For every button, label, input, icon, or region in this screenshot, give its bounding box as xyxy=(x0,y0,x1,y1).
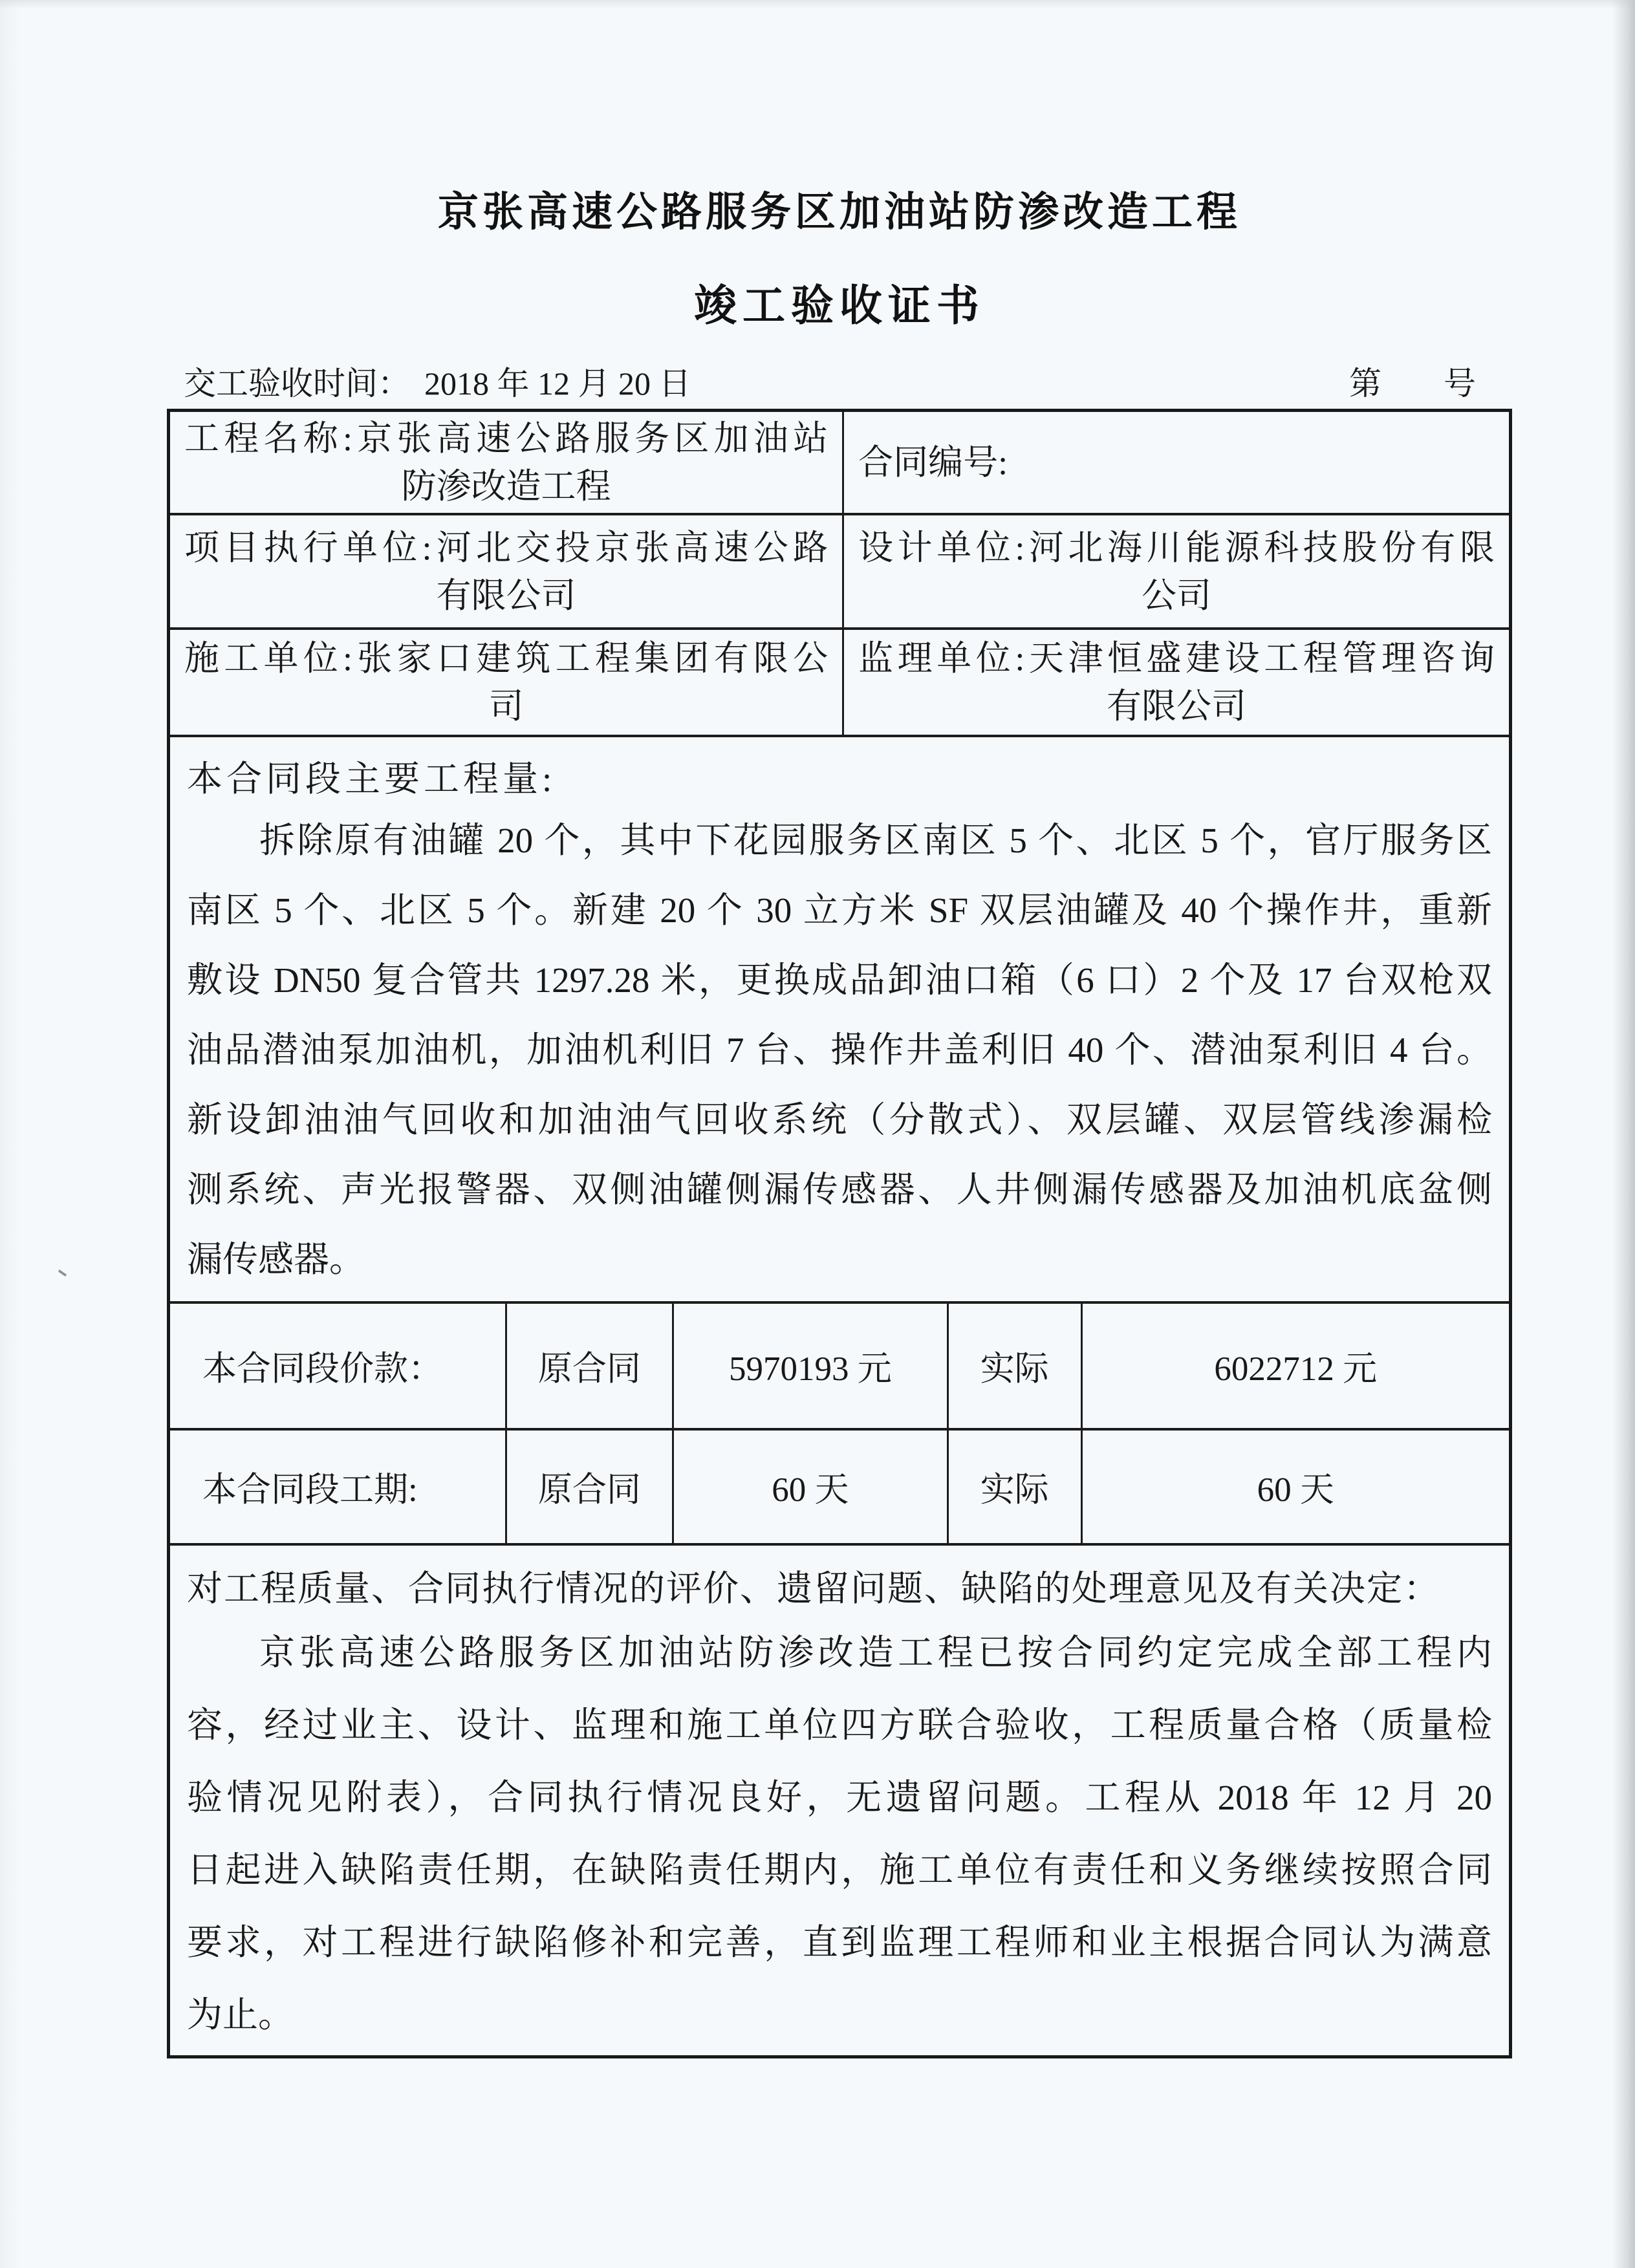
cell-project-name xyxy=(170,412,842,513)
row-contract-price xyxy=(170,1304,1509,1431)
duration-original-label: 原合同 xyxy=(505,1431,673,1543)
contractor-line1: 施工单位:张家口建筑工程集团有限公 xyxy=(184,639,828,678)
cell-contract-number xyxy=(842,412,1509,513)
handover-time-value: 2018 年 12 月 20 日 xyxy=(424,365,691,402)
handover-time-label: 交工验收时间： xyxy=(184,365,410,402)
quantities-line: 拆除原有油罐 20 个，其中下花园服务区南区 5 个、北区 5 个，官厅服务区 xyxy=(259,821,1492,860)
cell-contractor xyxy=(170,630,842,735)
contractor-line2: 司 xyxy=(488,687,524,726)
quantities-line: 测系统、声光报警器、双侧油罐侧漏传感器、人井侧漏传感器及加油机底盆侧 xyxy=(187,1170,1492,1209)
designer-line1: 设计单位:河北海川能源科技股份有限 xyxy=(858,528,1495,567)
document-title-line2: 竣工验收证书 xyxy=(694,281,985,329)
row-contractor-supervisor xyxy=(170,630,1509,737)
duration-actual-label: 实际 xyxy=(947,1431,1081,1543)
price-original-value: 5970193 元 xyxy=(672,1304,946,1428)
cell-supervisor xyxy=(842,630,1509,735)
row-executor-designer xyxy=(170,515,1509,630)
price-original-label: 原合同 xyxy=(505,1304,673,1428)
handover-time xyxy=(167,362,691,405)
quantities-line: 南区 5 个、北区 5 个。新建 20 个 30 立方米 SF 双层油罐及 40 个操作井，重新 xyxy=(187,891,1492,930)
quantities-line: 油品潜油泵加油机，加油机利旧 7 台、操作井盖利旧 40 个、潜油泵利旧 4 台。 xyxy=(187,1030,1492,1070)
row-contract-duration xyxy=(170,1431,1509,1546)
cell-designer xyxy=(842,515,1509,627)
row-project-name xyxy=(170,412,1509,515)
project-name-line1: 工程名称:京张高速公路服务区加油站 xyxy=(184,419,828,458)
quantities-line: 敷设 DN50 复合管共 1297.28 米，更换成品卸油口箱（6 口）2 个及 17 台双枪双 xyxy=(187,960,1492,1000)
document-number-suffix: 号 xyxy=(1444,365,1476,402)
quantities-line: 漏传感器。 xyxy=(187,1240,365,1279)
duration-label: 本合同段工期: xyxy=(202,1471,418,1509)
quantities-line: 新设卸油油气回收和加油油气回收系统（分散式）、双层罐、双层管线渗漏检 xyxy=(187,1100,1492,1139)
section-main-quantities xyxy=(170,737,1509,1304)
price-label: 本合同段价款： xyxy=(202,1350,442,1388)
supervisor-line1: 监理单位:天津恒盛建设工程管理咨询 xyxy=(858,639,1495,678)
supervisor-line2: 有限公司 xyxy=(1107,687,1247,726)
executor-line2: 有限公司 xyxy=(436,576,576,615)
scan-artifact-mark xyxy=(58,1261,73,1277)
document-content xyxy=(167,0,1512,2058)
evaluation-heading: 对工程质量、合同执行情况的评价、遗留问题、缺陷的处理意见及有关决定： xyxy=(187,1569,1441,1608)
handover-header-row xyxy=(167,358,1512,405)
evaluation-line: 日起进入缺陷责任期，在缺陷责任期内，施工单位有责任和义务继续按照合同 xyxy=(187,1850,1492,1890)
evaluation-line: 京张高速公路服务区加油站防渗改造工程已按合同约定完成全部工程内 xyxy=(259,1633,1492,1672)
section-evaluation xyxy=(170,1546,1509,2055)
project-name-line2: 防渗改造工程 xyxy=(401,467,611,506)
duration-actual-value: 60 天 xyxy=(1081,1431,1509,1543)
duration-original-value: 60 天 xyxy=(672,1431,946,1543)
evaluation-line: 容，经过业主、设计、监理和施工单位四方联合验收，工程质量合格（质量检 xyxy=(187,1705,1492,1745)
document-title-line1: 京张高速公路服务区加油站防渗改造工程 xyxy=(438,189,1241,235)
quantities-heading: 本合同段主要工程量: xyxy=(187,759,556,799)
evaluation-line: 要求，对工程进行缺陷修补和完善，直到监理工程师和业主根据合同认为满意 xyxy=(187,1923,1492,1962)
price-actual-value: 6022712 元 xyxy=(1081,1304,1509,1428)
price-actual-label: 实际 xyxy=(947,1304,1081,1428)
document-number xyxy=(1349,362,1512,405)
executor-line1: 项目执行单位:河北交投京张高速公路 xyxy=(184,528,828,567)
designer-line2: 公司 xyxy=(1142,576,1212,615)
contract-number-label: 合同编号: xyxy=(858,443,1008,482)
certificate-table xyxy=(167,409,1512,2058)
evaluation-line: 为止。 xyxy=(187,1995,294,2035)
evaluation-line: 验情况见附表），合同执行情况良好，无遗留问题。工程从 2018 年 12 月 20 xyxy=(187,1778,1492,1817)
cell-executor xyxy=(170,515,842,627)
document-number-prefix: 第 xyxy=(1349,365,1381,402)
